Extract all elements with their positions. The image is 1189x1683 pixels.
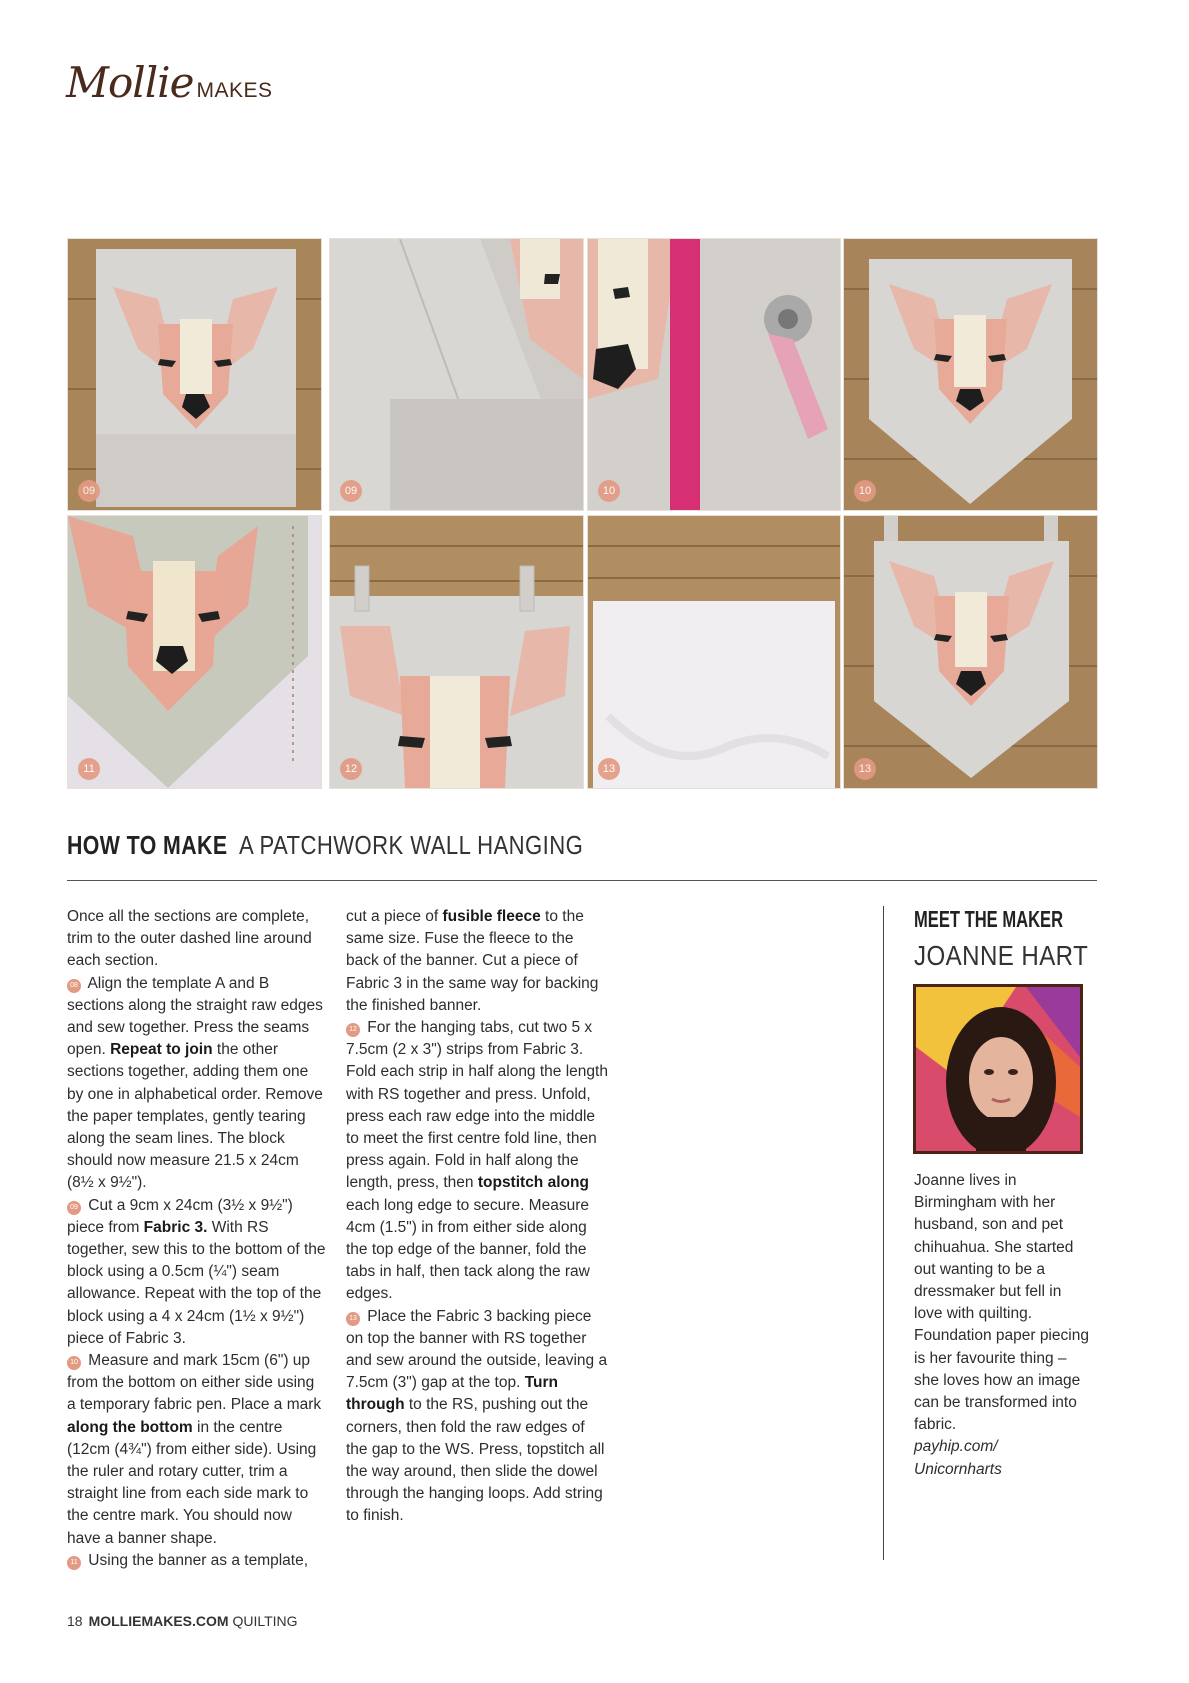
step-number-badge: 09 bbox=[340, 480, 362, 502]
instructions-column-2 bbox=[346, 906, 608, 1528]
maker-bio bbox=[914, 1170, 1089, 1481]
maker-name: JOANNE HART bbox=[914, 940, 1089, 971]
section-title-light: A PATCHWORK WALL HANGING bbox=[238, 830, 583, 860]
photo-grid bbox=[67, 238, 1096, 788]
maker-link[interactable]: payhip.com/ Unicornharts bbox=[914, 1438, 1002, 1478]
step-number-badge: 09 bbox=[78, 480, 100, 502]
step-8-paragraph: 08 Align the template A and B sections along the straight raw edges and sew together. Press the seams open. Repeat to join the other sections together, adding them one by one in alphabetical order. Remove the paper templates, gently tearing along the seam lines. The block should now measure 21.5 x 24cm (8½ x 9½"). bbox=[67, 974, 323, 1192]
step-photo bbox=[329, 515, 584, 789]
page-number: 18 bbox=[67, 1613, 83, 1629]
step-number-icon: 10 bbox=[67, 1356, 81, 1370]
logo-script: Mollie bbox=[66, 58, 194, 107]
section-divider bbox=[67, 880, 1097, 881]
step-number-icon: 11 bbox=[67, 1556, 81, 1570]
step-number-badge: 10 bbox=[854, 480, 876, 502]
step-9-paragraph: 09 Cut a 9cm x 24cm (3½ x 9½") piece from Fabric 3. With RS together, sew this to the bottom of the block using a 0.5cm (¼") seam allowance. Repeat with the top of the block using a 4 x 24cm (1½ x 9½") piece of Fabric 3. bbox=[67, 1196, 326, 1347]
intro-paragraph: Once all the sections are complete, trim to the outer dashed line around each section. bbox=[67, 908, 312, 970]
logo bbox=[66, 58, 272, 107]
step-photo bbox=[329, 238, 584, 511]
step-photo bbox=[67, 238, 322, 511]
footer-section: QUILTING bbox=[228, 1613, 298, 1629]
meet-the-maker-heading: MEET THE MAKER bbox=[914, 906, 1064, 932]
step-photo bbox=[67, 515, 322, 789]
step-number-badge: 10 bbox=[598, 480, 620, 502]
footer-site: MOLLIEMAKES.COM bbox=[88, 1613, 229, 1629]
step-13-paragraph: 13 Place the Fabric 3 backing piece on top the banner with RS together and sew around the outside, leaving a 7.5cm (3") gap at the top. Turn through to the RS, pushing out the corners, then fold the raw edges of the gap to the WS. Press, topstitch all the way around, then slide the dowel through the hanging loops. Add string to finish. bbox=[346, 1307, 608, 1525]
step-photo bbox=[843, 238, 1098, 511]
sidebar-divider bbox=[883, 906, 884, 1560]
maker-bio-text: Joanne lives in Birmingham with her husband, son and pet chihuahua. She started out wanting to be a dressmaker but fell in love with quilting. Foundation paper piecing is her favourite thing – she loves how an image can be transformed into fabric. bbox=[914, 1172, 1089, 1434]
step-photo bbox=[843, 515, 1098, 789]
instructions-column-1 bbox=[67, 906, 327, 1572]
step-number-badge: 13 bbox=[598, 758, 620, 780]
step-number-badge: 12 bbox=[340, 758, 362, 780]
step-photo bbox=[587, 238, 841, 511]
step-photo bbox=[587, 515, 841, 789]
step-number-badge: 13 bbox=[854, 758, 876, 780]
step-11-continued: cut a piece of fusible fleece to the same size. Fuse the fleece to the back of the banner. Cut a piece of Fabric 3 in the same way for backing the finished banner. bbox=[346, 908, 599, 1014]
step-11-paragraph: 11 Using the banner as a template, bbox=[67, 1550, 327, 1572]
section-title bbox=[67, 830, 644, 861]
step-10-paragraph: 10 Measure and mark 15cm (6") up from the bottom on either side using a temporary fabric pen. Place a mark along the bottom in the centre (12cm (4¾") from either side). Using the ruler and rotary cutter, trim a straight line from each side mark to the centre mark. You should now have a banner shape. bbox=[67, 1352, 322, 1547]
step-number-badge: 11 bbox=[78, 758, 100, 780]
step-number-icon: 09 bbox=[67, 1201, 81, 1215]
logo-makes: MAKES bbox=[196, 79, 273, 102]
step-number-icon: 08 bbox=[67, 979, 81, 993]
step-12-paragraph: 12 For the hanging tabs, cut two 5 x 7.5cm (2 x 3") strips from Fabric 3. Fold each strip in half along the length with RS together and press. Unfold, press each raw edge into the middle to meet the first centre fold line, then press again. Fold in half along the length, press, then topstitch along each long edge to secure. Measure 4cm (1.5") in from either side along the top edge of the banner, fold the tabs in half, then tack along the raw edges. bbox=[346, 1019, 608, 1303]
step-number-icon: 13 bbox=[346, 1312, 360, 1326]
step-number-icon: 12 bbox=[346, 1023, 360, 1037]
page-footer bbox=[67, 1613, 298, 1629]
maker-portrait bbox=[913, 984, 1083, 1154]
section-title-bold: HOW TO MAKE bbox=[67, 830, 228, 860]
